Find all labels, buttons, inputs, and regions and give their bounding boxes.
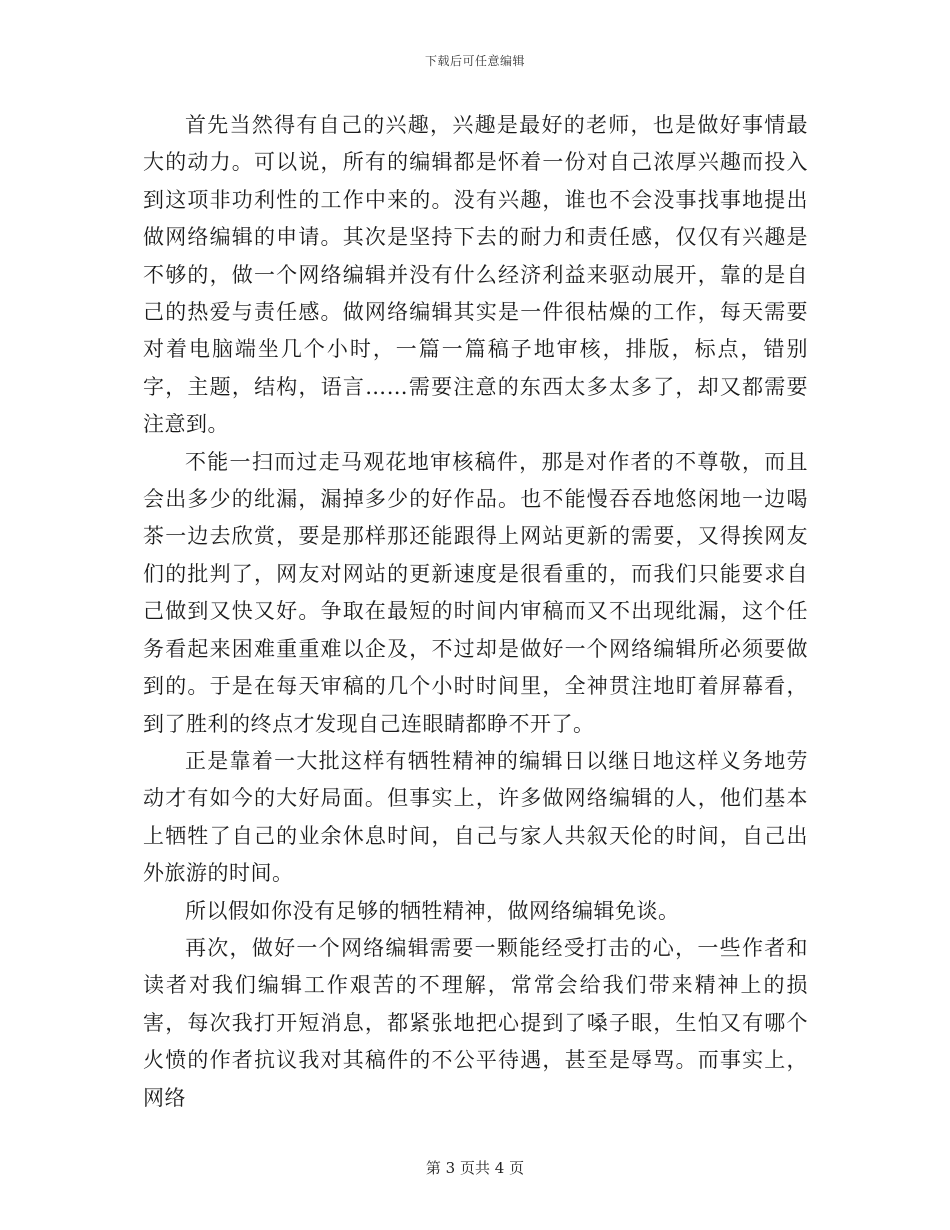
- paragraph-5: 再次，做好一个网络编辑需要一颗能经受打击的心，一些作者和读者对我们编辑工作艰苦的不理解，常常会给我们带来精神上的损害，每次我打开短消息，都紧张地把心提到了嗓子眼，生怕又有哪个火愤的作者抗议我对其稿件的不公平待遇，甚至是辱骂。而事实上，网络: [143, 935, 808, 1110]
- page-number: 第 3 页共 4 页: [425, 1159, 525, 1177]
- paragraph-4: 所以假如你没有足够的牺牲精神，做网络编辑免谈。: [185, 898, 680, 923]
- paragraph-1: 首先当然得有自己的兴趣，兴趣是最好的老师，也是做好事情最大的动力。可以说，所有的编辑都是怀着一份对自己浓厚兴趣而投入到这项非功利性的工作中来的。没有兴趣，谁也不会没事找事地提出做网络编辑的申请。其次是坚持下去的耐力和责任感，仅仅有兴趣是不够的，做一个网络编辑并没有什么经济利益来驱动展开，靠的是自己的热爱与责任感。做网络编辑其实是一件很枯燥的工作，每天需要对着电脑端坐几个小时，一篇一篇稿子地审核，排版，标点，错别字，主题，结构，语言……需要注意的东西太多太多了，却又都需要注意到。: [143, 113, 808, 437]
- page-header: 下载后可任意编辑: [424, 54, 525, 68]
- document-body: [143, 107, 808, 1117]
- paragraph-2: 不能一扫而过走马观花地审核稿件，那是对作者的不尊敬，而且会出多少的纰漏，漏掉多少的好作品。也不能慢吞吞地悠闲地一边喝茶一边去欣赏，要是那样那还能跟得上网站更新的需要，又得挨网友们的批判了，网友对网站的更新速度是很看重的，而我们只能要求自己做到又快又好。争取在最短的时间内审稿而又不出现纰漏，这个任务看起来困难重重难以企及，不过却是做好一个网络编辑所必须要做到的。于是在每天审稿的几个小时时间里，全神贯注地盯着屏幕看，到了胜利的终点才发现自己连眼睛都睁不开了。: [143, 449, 808, 736]
- paragraph-3: 正是靠着一大批这样有牺牲精神的编辑日以继日地这样义务地劳动才有如今的大好局面。但事实上，许多做网络编辑的人，他们基本上牺牲了自己的业余休息时间，自己与家人共叙天伦的时间，自己出外旅游的时间。: [143, 748, 808, 886]
